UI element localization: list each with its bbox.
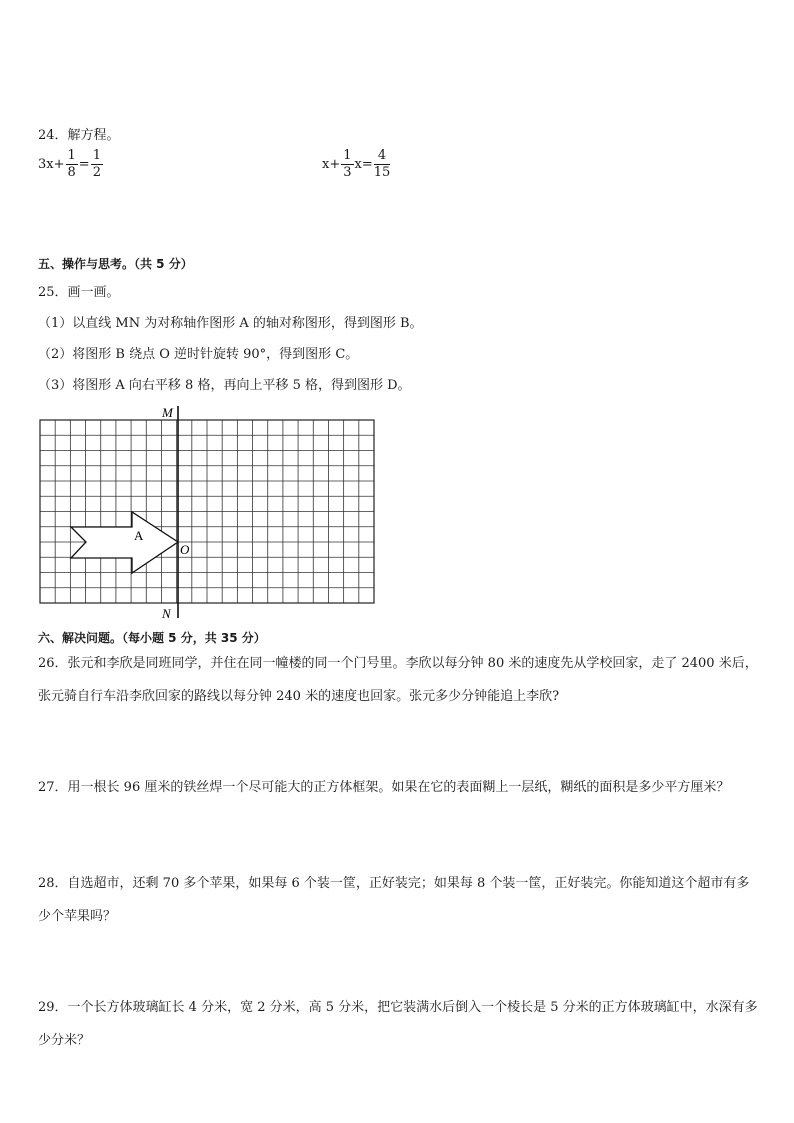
eq2-lead: x+ (322, 157, 341, 172)
q25-item-3: （3）将图形 A 向右平移 8 格，再向上平移 5 格，得到图形 D。 (38, 378, 411, 393)
section6-header: 六、解决问题。（每小题 5 分，共 35 分） (38, 631, 266, 645)
q25-item-1: （1）以直线 MN 为对称轴作图形 A 的轴对称图形，得到图形 B。 (38, 316, 423, 331)
label-a: A (134, 528, 144, 543)
grid-figure (36, 400, 381, 622)
eq2-f2-numerator: 4 (374, 148, 391, 165)
eq1-fraction-left (66, 148, 78, 181)
eq2-f1-denominator: 3 (343, 165, 352, 180)
q29-text: 29．一个长方体玻璃缸长 4 分米，宽 2 分米，高 5 分米，把它装满水后倒入一个棱长是 5 分米的正方体玻璃缸中，水深有多少分米？ (38, 1000, 758, 1048)
q25-item-2: （2）将图形 B 绕点 O 逆时针旋转 90°，得到图形 C。 (38, 347, 359, 362)
eq1-f1-numerator: 1 (67, 148, 76, 163)
eq2-f2-denominator: 15 (373, 165, 391, 180)
eq1-f2-numerator: 1 (92, 148, 101, 163)
eq2-fraction-right (374, 148, 391, 181)
eq1-equals: = (78, 157, 90, 172)
eq1-fraction-right (91, 148, 103, 181)
q25-title: 25．画一画。 (38, 285, 120, 300)
eq2-f1-numerator: 1 (343, 148, 352, 163)
label-n: N (162, 606, 171, 621)
equation-1 (38, 148, 104, 181)
grid-lines (40, 420, 374, 603)
q24-title: 24．解方程。 (38, 128, 120, 143)
figure-a-arrow (71, 512, 178, 573)
eq1-lead: 3x+ (38, 157, 65, 172)
label-o: O (180, 542, 190, 557)
eq2-fraction-left (341, 148, 353, 181)
q28-text: 28．自选超市，还剩 70 多个苹果，如果每 6 个装一筐，正好装完；如果每 8 个装一筐，正好装完。你能知道这个超市有多少个苹果吗？ (38, 876, 750, 924)
eq1-f1-denominator: 8 (67, 165, 76, 180)
label-m: M (162, 405, 173, 420)
equation-2 (322, 148, 391, 181)
eq1-f2-denominator: 2 (92, 165, 101, 180)
q26-text: 26．张元和李欣是同班同学，并住在同一幢楼的同一个门号里。李欣以每分钟 80 米的速度先从学校回家，走了 2400 米后，张元骑自行车沿李欣回家的路线以每分钟 240 米的速度也回家。张元多少分钟能追上李欣? (38, 656, 758, 704)
q27-text: 27．用一根长 96 厘米的铁丝焊一个尽可能大的正方体框架。如果在它的表面糊上一层纸，糊纸的面积是多少平方厘米？ (38, 780, 730, 795)
section5-header: 五、操作与思考。（共 5 分） (38, 257, 193, 271)
eq2-mid: x= (354, 157, 373, 172)
